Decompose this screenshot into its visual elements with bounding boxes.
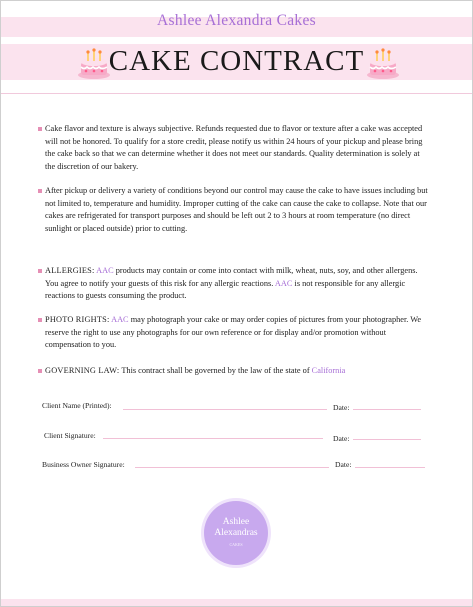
bullet-marker xyxy=(38,189,42,193)
clause-text: After pickup or delivery a variety of conditions beyond our control may cause the cake to have issues including but not limited to, temperature and humidity. Improper cutting of the cake can cause the cake to collapse. Note that our cakes are refrigerated for transport purposes and should be left out 2 to 3 hours at room temperature (no direct sunlight or placed outside) prior to cutting. xyxy=(45,186,428,234)
brand-banner xyxy=(1,12,472,37)
date-label: Date: xyxy=(333,434,350,443)
clause-label: PHOTO RIGHTS: xyxy=(45,315,110,324)
bullet-marker xyxy=(38,369,42,373)
bullet-marker xyxy=(38,318,42,322)
date-label: Date: xyxy=(335,460,352,469)
date-field[interactable] xyxy=(353,409,421,410)
client-name-label: Client Name (Printed): xyxy=(42,401,112,410)
clause-text: is not responsible for any allergic reactions to guests consuming the product. xyxy=(45,278,406,301)
clause-label: GOVERNING LAW: xyxy=(45,366,120,375)
client-signature-label: Client Signature: xyxy=(44,431,96,440)
clause-photo-rights xyxy=(45,314,429,352)
divider xyxy=(1,93,472,94)
seal-line: Ashlee xyxy=(222,516,250,527)
seal-line: Alexandras xyxy=(214,527,258,538)
brand-name: Ashlee Alexandra Cakes xyxy=(157,12,316,29)
clause-text: This contract shall be governed by the law of the state of xyxy=(121,366,310,375)
clause-refunds xyxy=(45,123,429,174)
footer-band xyxy=(1,599,472,606)
date-field[interactable] xyxy=(355,467,425,468)
brand-seal-logo xyxy=(204,501,268,565)
clause-text: may photograph your cake or may order copies of pictures from your photographer. We reserve the right to use any photographs for our own reference or for display and/or promotion without compensation to you. xyxy=(45,315,422,350)
page-title: CAKE CONTRACT xyxy=(108,45,365,77)
clause-label: ALLERGIES: xyxy=(45,266,95,275)
client-signature-field[interactable] xyxy=(103,438,323,439)
clause-conditions xyxy=(45,185,429,236)
seal-line: CAKES xyxy=(229,541,243,547)
owner-signature-field[interactable] xyxy=(135,467,329,468)
clause-governing-law xyxy=(45,365,429,378)
abbr-highlight: AAC xyxy=(96,266,114,275)
date-label: Date: xyxy=(333,403,350,412)
state-highlight: California xyxy=(311,366,346,375)
date-field[interactable] xyxy=(353,439,421,440)
bullet-marker xyxy=(38,127,42,131)
cake-icon xyxy=(365,45,401,81)
bullet-marker xyxy=(38,269,42,273)
abbr-highlight: AAC xyxy=(274,278,293,288)
abbr-highlight: AAC xyxy=(111,315,129,324)
clause-text: Cake flavor and texture is always subjective. Refunds requested due to flavor or texture after a cake was accepted will not be honored. To qualify for a store credit, please notify us within 24 hours of your pickup and please bring the cake back so that we can determine whether it does not meet our standards. Quality determination is solely at the discretion of our bakery. xyxy=(45,124,423,172)
owner-signature-label: Business Owner Signature: xyxy=(42,460,125,469)
client-name-field[interactable] xyxy=(123,409,327,410)
clause-allergies xyxy=(45,265,429,303)
clause-text: products may contain or come into contact with milk, wheat, nuts, soy, and other allergens. You agree to notify your guests of this risk for any allergic reactions. xyxy=(45,266,418,288)
